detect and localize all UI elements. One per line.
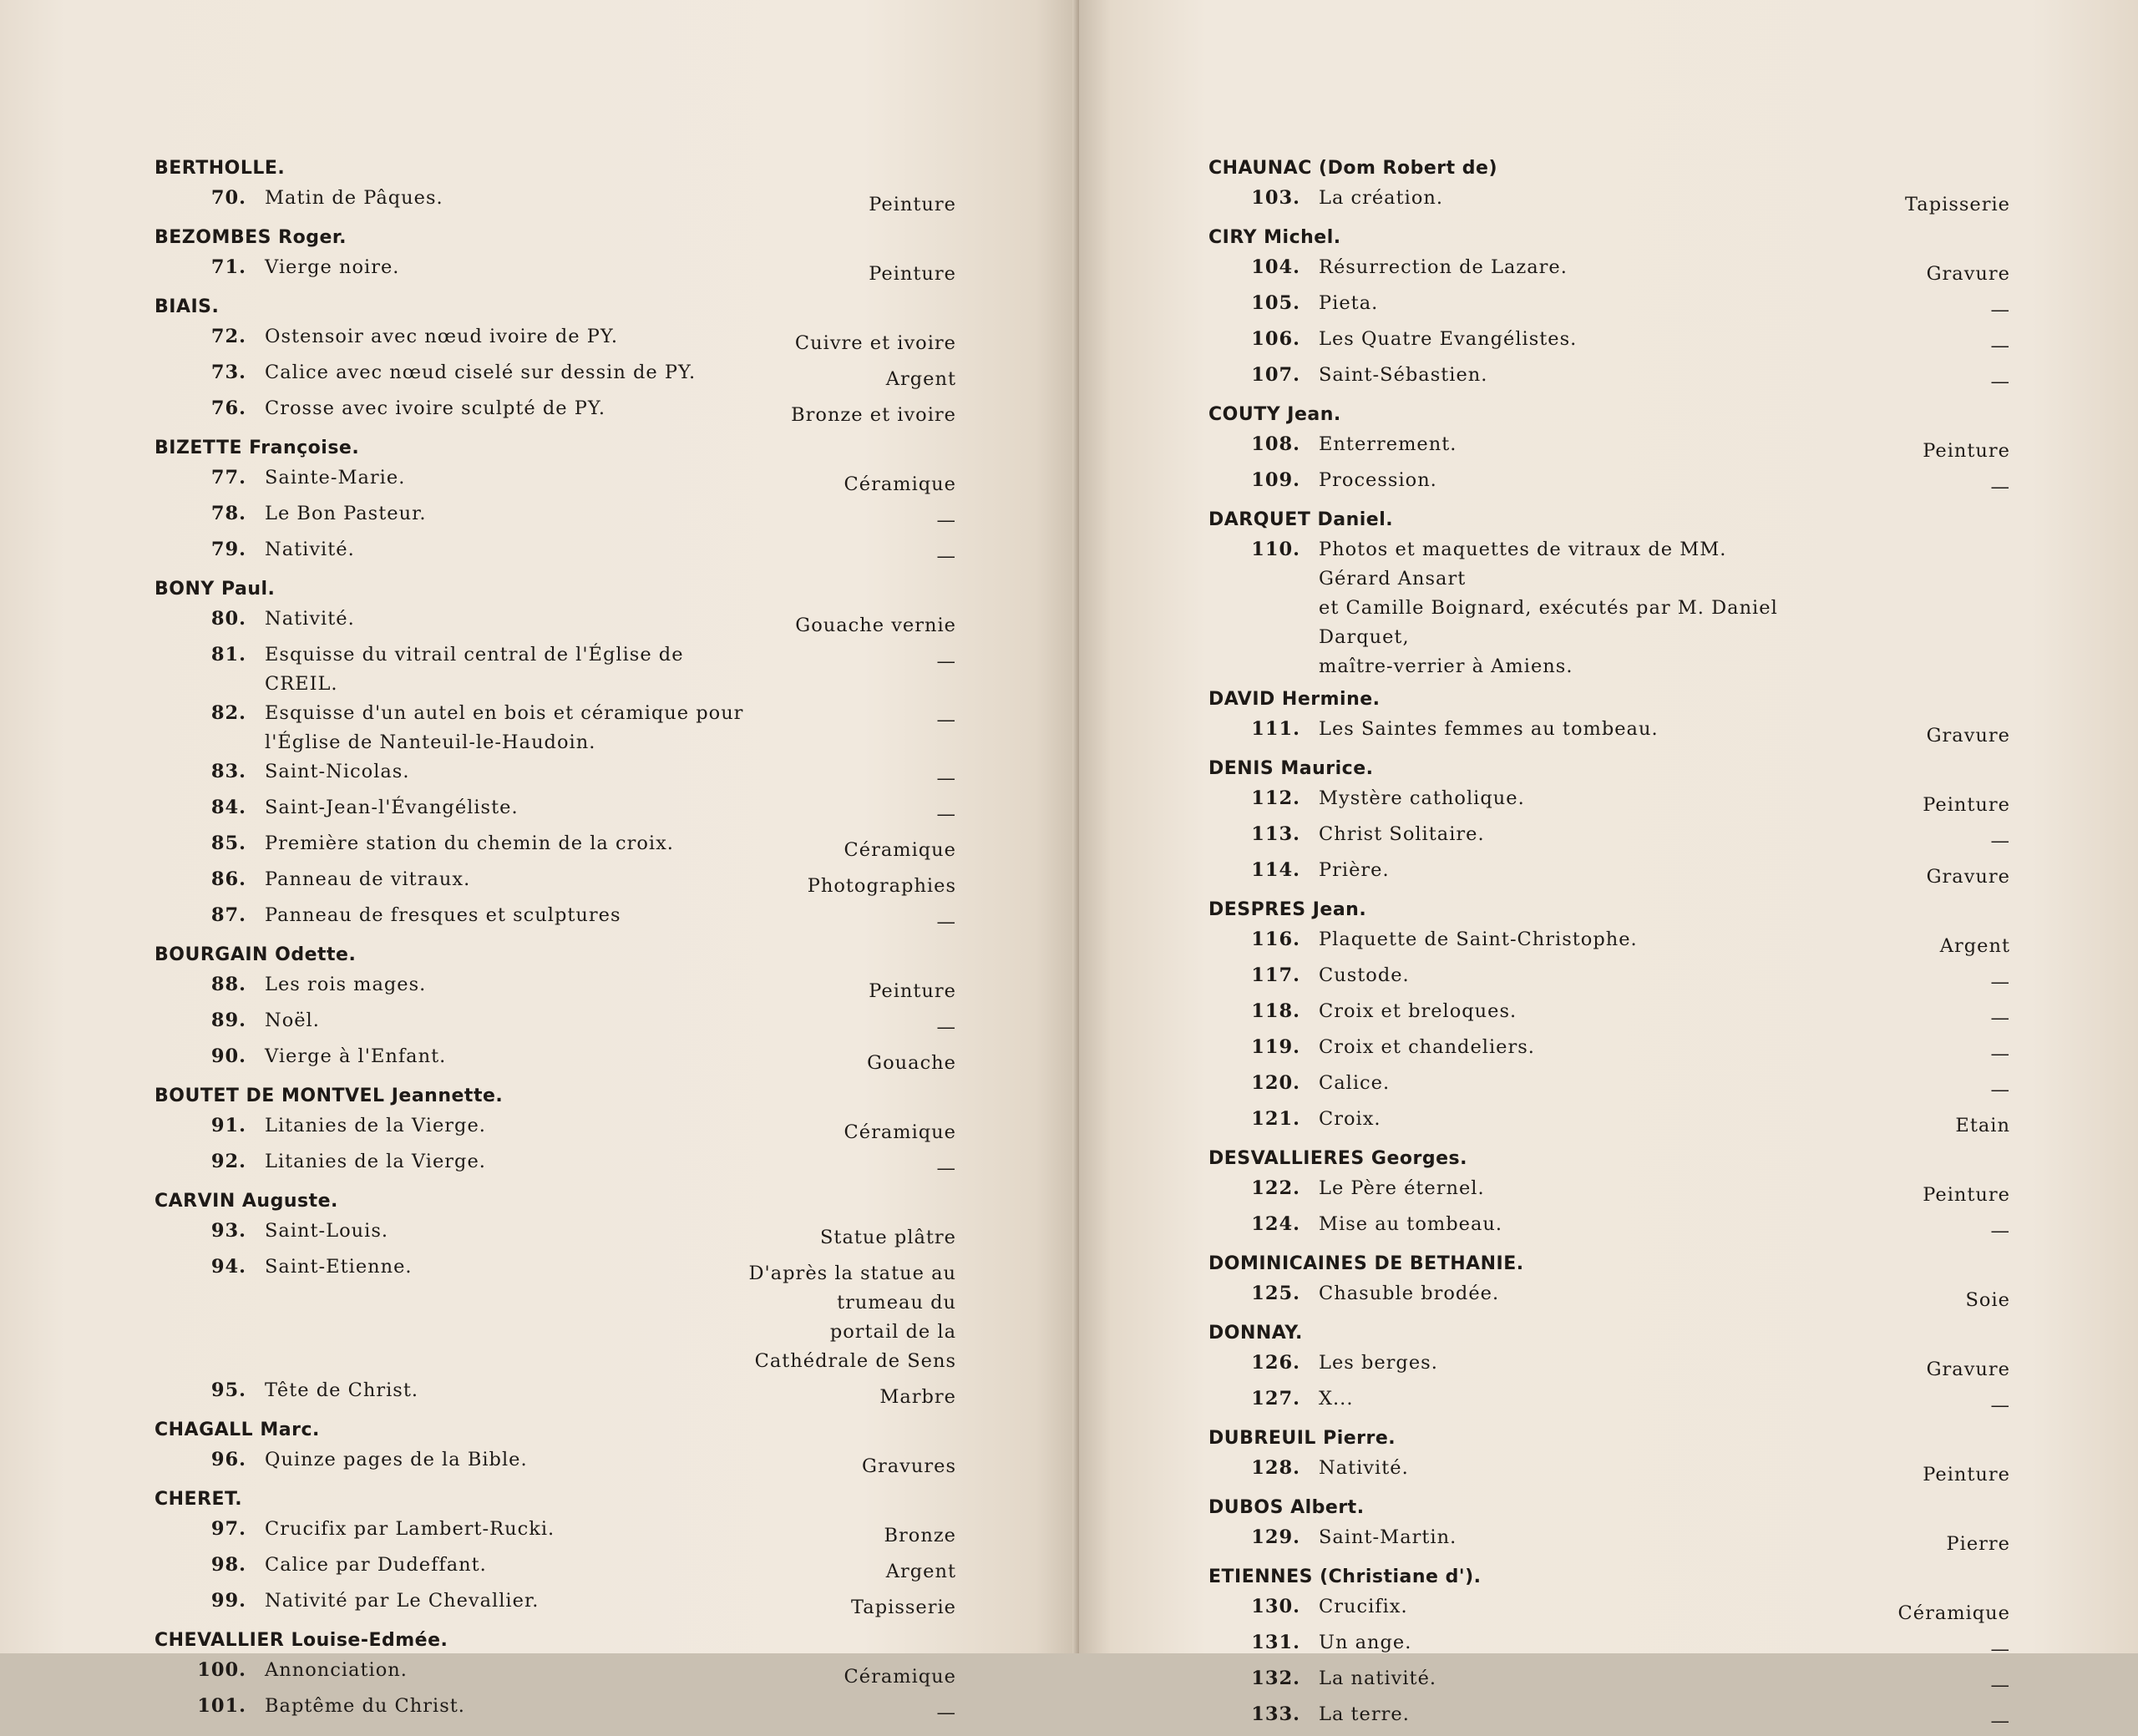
item-medium: Tapisserie <box>851 1597 956 1618</box>
item-medium: Gravure <box>1926 1359 2010 1380</box>
item-title: Tête de Christ. <box>265 1379 419 1401</box>
item-title: La nativité. <box>1319 1668 1437 1689</box>
item-medium: Céramique <box>844 473 956 495</box>
catalogue-item <box>155 1692 956 1728</box>
artist-heading: CHAUNAC (Dom Robert de) <box>1208 158 1498 179</box>
artist-heading: BEZOMBES Roger. <box>155 227 347 248</box>
catalogue-item <box>1208 1384 2010 1420</box>
item-medium: Pierre <box>1946 1533 2010 1555</box>
item-number: 82. <box>210 702 246 724</box>
item-number: 86. <box>210 868 246 890</box>
item-medium: Céramique <box>844 1121 956 1143</box>
right-page <box>1079 0 2138 1732</box>
item-title: Les berges. <box>1319 1352 1438 1374</box>
item-medium: — <box>1990 1043 2010 1065</box>
artist-heading: CIRY Michel. <box>1208 227 1341 248</box>
catalogue-item <box>155 1445 956 1481</box>
item-number: 112. <box>1251 787 1300 809</box>
item-title: La création. <box>1319 187 1444 209</box>
catalogue-item <box>155 640 956 699</box>
item-title: Annonciation. <box>265 1659 408 1681</box>
item-number: 93. <box>210 1220 246 1242</box>
item-number: 72. <box>210 326 246 347</box>
item-number: 120. <box>1251 1072 1300 1094</box>
catalogue-item <box>155 793 956 829</box>
item-title: Mystère catholique. <box>1319 787 1525 809</box>
catalogue-item <box>1208 361 2010 397</box>
item-title: Sainte-Marie. <box>265 467 406 488</box>
catalogue-item <box>155 1042 956 1078</box>
item-number: 87. <box>210 904 246 926</box>
item-medium: Statue plâtre <box>820 1227 956 1248</box>
item-number: 103. <box>1251 187 1300 209</box>
left-catalogue-column <box>155 150 956 1728</box>
item-number: 130. <box>1251 1596 1300 1617</box>
item-number: 113. <box>1251 823 1300 845</box>
item-medium <box>1801 535 2010 542</box>
artist-heading: CHAGALL Marc. <box>155 1420 320 1440</box>
item-medium: Gravure <box>1926 725 2010 747</box>
artist-heading: DONNAY. <box>1208 1323 1303 1344</box>
item-number: 78. <box>210 503 246 524</box>
catalogue-item <box>1208 1700 2010 1736</box>
catalogue-item <box>1208 961 2010 997</box>
catalogue-item <box>155 1253 956 1376</box>
item-number: 118. <box>1251 1000 1300 1022</box>
artist-heading: COUTY Jean. <box>1208 404 1341 425</box>
item-medium: — <box>936 803 956 825</box>
item-medium: Tapisserie <box>1905 194 2010 215</box>
item-number: 127. <box>1251 1388 1300 1410</box>
item-medium: Argent <box>1939 935 2010 957</box>
item-number: 114. <box>1251 859 1300 881</box>
item-title: Esquisse du vitrail central de l'Église de CREIL. <box>265 644 684 695</box>
item-title: Les Saintes femmes au tombeau. <box>1319 718 1659 740</box>
item-number: 81. <box>210 644 246 666</box>
catalogue-item <box>1208 1069 2010 1105</box>
item-medium: Bronze <box>884 1525 956 1546</box>
item-title: La terre. <box>1319 1703 1410 1725</box>
artist-heading: DAVID Hermine. <box>1208 689 1381 710</box>
item-number: 79. <box>210 539 246 560</box>
item-title: Crosse avec ivoire sculpté de PY. <box>265 397 606 419</box>
item-title: Saint-Nicolas. <box>265 761 410 782</box>
catalogue-item <box>155 499 956 535</box>
item-number: 126. <box>1251 1352 1300 1374</box>
item-title: Nativité. <box>1319 1457 1409 1479</box>
item-title: Croix et breloques. <box>1319 1000 1517 1022</box>
item-medium: Argent <box>885 368 956 390</box>
item-title: Quinze pages de la Bible. <box>265 1449 528 1470</box>
item-number: 132. <box>1251 1668 1300 1689</box>
catalogue-item <box>155 1551 956 1587</box>
catalogue-item <box>1208 1349 2010 1384</box>
catalogue-item <box>1208 1454 2010 1490</box>
item-title: Nativité. <box>265 539 355 560</box>
catalogue-item <box>155 184 956 220</box>
item-number: 119. <box>1251 1036 1300 1058</box>
item-medium: Céramique <box>1897 1602 2010 1624</box>
item-medium: Cuivre et ivoire <box>794 332 956 354</box>
item-number: 110. <box>1251 539 1300 560</box>
item-medium: Soie <box>1965 1289 2010 1311</box>
artist-heading: DESPRES Jean. <box>1208 899 1367 920</box>
item-title: Le Père éternel. <box>1319 1177 1485 1199</box>
item-title: Chasuble brodée. <box>1319 1283 1500 1304</box>
item-title: Panneau de fresques et sculptures <box>265 904 621 926</box>
item-number: 128. <box>1251 1457 1300 1479</box>
catalogue-item <box>155 358 956 394</box>
item-medium: Gouache <box>867 1052 956 1074</box>
right-catalogue-column <box>1208 150 2010 1736</box>
catalogue-item <box>155 394 956 430</box>
item-medium: — <box>1990 371 2010 392</box>
item-medium: — <box>1990 1394 2010 1416</box>
item-title: Résurrection de Lazare. <box>1319 256 1568 278</box>
item-title: Esquisse d'un autel en bois et céramique pour l'Église de Nanteuil-le-Haudoin. <box>265 702 744 753</box>
item-medium: — <box>936 767 956 789</box>
catalogue-item <box>155 865 956 901</box>
item-title: Première station du chemin de la croix. <box>265 833 674 854</box>
item-title: Vierge à l'Enfant. <box>265 1045 447 1067</box>
catalogue-item <box>1208 325 2010 361</box>
item-title: Saint-Martin. <box>1319 1526 1457 1548</box>
catalogue-item <box>1208 1279 2010 1315</box>
catalogue-item <box>1208 253 2010 289</box>
catalogue-item <box>1208 184 2010 220</box>
item-medium: — <box>1990 971 2010 993</box>
item-medium: D'après la statue au trumeau du portail de la Cathédrale de Sens <box>748 1263 956 1372</box>
item-number: 101. <box>197 1695 246 1717</box>
item-title: Plaquette de Saint-Christophe. <box>1319 929 1638 950</box>
catalogue-item <box>1208 466 2010 502</box>
item-number: 71. <box>210 256 246 278</box>
catalogue-item <box>155 1006 956 1042</box>
catalogue-item <box>1208 1033 2010 1069</box>
item-medium: — <box>1990 830 2010 852</box>
item-title: Crucifix par Lambert-Rucki. <box>265 1518 555 1540</box>
item-title: Nativité par Le Chevallier. <box>265 1590 540 1612</box>
item-title: Crucifix. <box>1319 1596 1408 1617</box>
catalogue-item <box>1208 820 2010 856</box>
catalogue-item <box>155 535 956 571</box>
catalogue-item <box>155 757 956 793</box>
item-title: Pieta. <box>1319 292 1379 314</box>
artist-heading: CARVIN Auguste. <box>155 1191 338 1212</box>
item-medium: Gouache vernie <box>795 615 956 636</box>
catalogue-item <box>155 901 956 937</box>
item-number: 85. <box>210 833 246 854</box>
catalogue-item <box>1208 1628 2010 1664</box>
item-title: Procession. <box>1319 469 1437 491</box>
item-title: Matin de Pâques. <box>265 187 443 209</box>
item-medium: — <box>936 1016 956 1038</box>
catalogue-item <box>155 1217 956 1253</box>
artist-heading: BERTHOLLE. <box>155 158 286 179</box>
item-number: 133. <box>1251 1703 1300 1725</box>
item-title: Vierge noire. <box>265 256 400 278</box>
item-medium: — <box>936 1702 956 1723</box>
item-number: 100. <box>197 1659 246 1681</box>
item-number: 129. <box>1251 1526 1300 1548</box>
item-medium: — <box>1990 1638 2010 1660</box>
artist-heading: DESVALLIERES Georges. <box>1208 1148 1467 1169</box>
item-medium: Marbre <box>879 1386 956 1408</box>
item-title: Croix. <box>1319 1108 1381 1130</box>
item-title: Prière. <box>1319 859 1390 881</box>
item-number: 122. <box>1251 1177 1300 1199</box>
item-medium: Peinture <box>869 263 956 285</box>
item-medium: Gravure <box>1926 263 2010 285</box>
artist-heading: BOUTET DE MONTVEL Jeannette. <box>155 1086 504 1106</box>
catalogue-item <box>155 970 956 1006</box>
item-medium: Peinture <box>869 194 956 215</box>
item-number: 107. <box>1251 364 1300 386</box>
catalogue-item <box>1208 1174 2010 1210</box>
catalogue-item <box>1208 925 2010 961</box>
item-number: 89. <box>210 1010 246 1031</box>
item-medium: Céramique <box>844 839 956 861</box>
item-title: Les rois mages. <box>265 974 427 995</box>
artist-heading: DENIS Maurice. <box>1208 758 1374 779</box>
item-title: Calice avec nœud ciselé sur dessin de PY. <box>265 362 697 383</box>
item-medium: — <box>1990 1220 2010 1242</box>
item-number: 91. <box>210 1115 246 1136</box>
catalogue-item <box>155 322 956 358</box>
item-medium: — <box>1990 476 2010 498</box>
item-title: Calice par Dudeffant. <box>265 1554 487 1576</box>
item-medium: Peinture <box>1923 794 2010 816</box>
artist-heading: BOURGAIN Odette. <box>155 944 357 965</box>
item-number: 97. <box>210 1518 246 1540</box>
artist-heading: DOMINICAINES DE BETHANIE. <box>1208 1253 1524 1274</box>
catalogue-item <box>1208 1592 2010 1628</box>
item-title: Photos et maquettes de vitraux de MM. Gérard Ansart et Camille Boignard, exécutés par M. Daniel Darquet, maître-verrier à Amiens. <box>1319 539 1778 677</box>
catalogue-item <box>1208 289 2010 325</box>
item-title: Saint-Jean-l'Évangéliste. <box>265 797 519 818</box>
item-number: 90. <box>210 1045 246 1067</box>
catalogue-item <box>155 1147 956 1183</box>
item-number: 94. <box>210 1256 246 1278</box>
item-number: 108. <box>1251 433 1300 455</box>
catalogue-item <box>155 463 956 499</box>
item-title: Saint-Etienne. <box>265 1256 413 1278</box>
item-number: 80. <box>210 608 246 630</box>
item-medium: — <box>936 709 956 731</box>
item-number: 73. <box>210 362 246 383</box>
catalogue-item <box>155 1376 956 1412</box>
item-number: 124. <box>1251 1213 1300 1235</box>
item-medium: — <box>1990 299 2010 321</box>
artist-heading: ETIENNES (Christiane d'). <box>1208 1566 1482 1587</box>
item-number: 131. <box>1251 1632 1300 1653</box>
catalogue-item <box>155 605 956 640</box>
item-medium: — <box>1990 1007 2010 1029</box>
item-number: 99. <box>210 1590 246 1612</box>
item-title: Panneau de vitraux. <box>265 868 471 890</box>
item-number: 95. <box>210 1379 246 1401</box>
catalogue-item <box>1208 856 2010 892</box>
item-medium: Peinture <box>1923 440 2010 462</box>
item-medium: — <box>1990 335 2010 357</box>
item-number: 98. <box>210 1554 246 1576</box>
artist-heading: DARQUET Daniel. <box>1208 509 1394 530</box>
item-title: X... <box>1319 1388 1354 1410</box>
item-medium: Bronze et ivoire <box>791 404 956 426</box>
item-title: Un ange. <box>1319 1632 1412 1653</box>
item-number: 116. <box>1251 929 1300 950</box>
catalogue-item <box>1208 1664 2010 1700</box>
catalogue-item <box>1208 1523 2010 1559</box>
item-number: 117. <box>1251 964 1300 986</box>
item-medium: Céramique <box>844 1666 956 1688</box>
artist-heading: BONY Paul. <box>155 579 276 600</box>
item-medium: Peinture <box>1923 1184 2010 1206</box>
artist-heading: DUBOS Albert. <box>1208 1497 1365 1518</box>
item-medium: — <box>1990 1079 2010 1101</box>
catalogue-item <box>1208 715 2010 751</box>
item-number: 76. <box>210 397 246 419</box>
item-title: Ostensoir avec nœud ivoire de PY. <box>265 326 619 347</box>
item-number: 92. <box>210 1151 246 1172</box>
item-number: 77. <box>210 467 246 488</box>
catalogue-item <box>155 829 956 865</box>
item-medium: Peinture <box>1923 1464 2010 1485</box>
item-medium: — <box>1990 1710 2010 1732</box>
item-number: 88. <box>210 974 246 995</box>
catalogue-item <box>155 699 956 757</box>
item-title: Mise au tombeau. <box>1319 1213 1503 1235</box>
item-number: 105. <box>1251 292 1300 314</box>
item-title: Baptême du Christ. <box>265 1695 465 1717</box>
item-medium: Photographies <box>807 875 956 897</box>
item-medium: Etain <box>1955 1115 2010 1136</box>
artist-heading: BIZETTE Françoise. <box>155 438 360 458</box>
item-medium: — <box>936 509 956 531</box>
item-title: Le Bon Pasteur. <box>265 503 427 524</box>
item-title: Saint-Sébastien. <box>1319 364 1488 386</box>
item-medium: — <box>936 911 956 933</box>
item-number: 125. <box>1251 1283 1300 1304</box>
item-title: Les Quatre Evangélistes. <box>1319 328 1578 350</box>
item-title: Christ Solitaire. <box>1319 823 1485 845</box>
item-number: 111. <box>1251 718 1300 740</box>
item-title: Litanies de la Vierge. <box>265 1151 486 1172</box>
item-medium: Argent <box>885 1561 956 1582</box>
item-title: Enterrement. <box>1319 433 1457 455</box>
item-medium: Gravure <box>1926 866 2010 888</box>
catalogue-item <box>155 1587 956 1622</box>
catalogue-item <box>1208 430 2010 466</box>
catalogue-item <box>1208 784 2010 820</box>
catalogue-item <box>155 1111 956 1147</box>
item-title: Calice. <box>1319 1072 1391 1094</box>
item-medium: — <box>936 545 956 567</box>
item-number: 121. <box>1251 1108 1300 1130</box>
item-medium: Gravures <box>862 1455 956 1477</box>
catalogue-item <box>1208 1105 2010 1141</box>
item-title: Noël. <box>265 1010 320 1031</box>
item-number: 84. <box>210 797 246 818</box>
catalogue-item <box>155 1656 956 1692</box>
artist-heading: BIAIS. <box>155 296 220 317</box>
item-title: Croix et chandeliers. <box>1319 1036 1535 1058</box>
item-title: Nativité. <box>265 608 355 630</box>
item-title: Custode. <box>1319 964 1410 986</box>
catalogue-item <box>1208 535 2010 681</box>
catalogue-item <box>155 1515 956 1551</box>
item-number: 70. <box>210 187 246 209</box>
artist-heading: CHERET. <box>155 1489 243 1510</box>
catalogue-item <box>1208 997 2010 1033</box>
item-medium: — <box>1990 1674 2010 1696</box>
artist-heading: CHEVALLIER Louise-Edmée. <box>155 1630 448 1651</box>
artist-heading: DUBREUIL Pierre. <box>1208 1428 1396 1449</box>
item-number: 109. <box>1251 469 1300 491</box>
catalogue-item <box>1208 1210 2010 1246</box>
catalogue-item <box>155 253 956 289</box>
item-medium: — <box>936 650 956 672</box>
item-number: 96. <box>210 1449 246 1470</box>
item-number: 106. <box>1251 328 1300 350</box>
item-number: 104. <box>1251 256 1300 278</box>
item-number: 83. <box>210 761 246 782</box>
item-medium: — <box>936 1157 956 1179</box>
item-title: Litanies de la Vierge. <box>265 1115 486 1136</box>
item-medium: Peinture <box>869 980 956 1002</box>
item-title: Saint-Louis. <box>265 1220 389 1242</box>
